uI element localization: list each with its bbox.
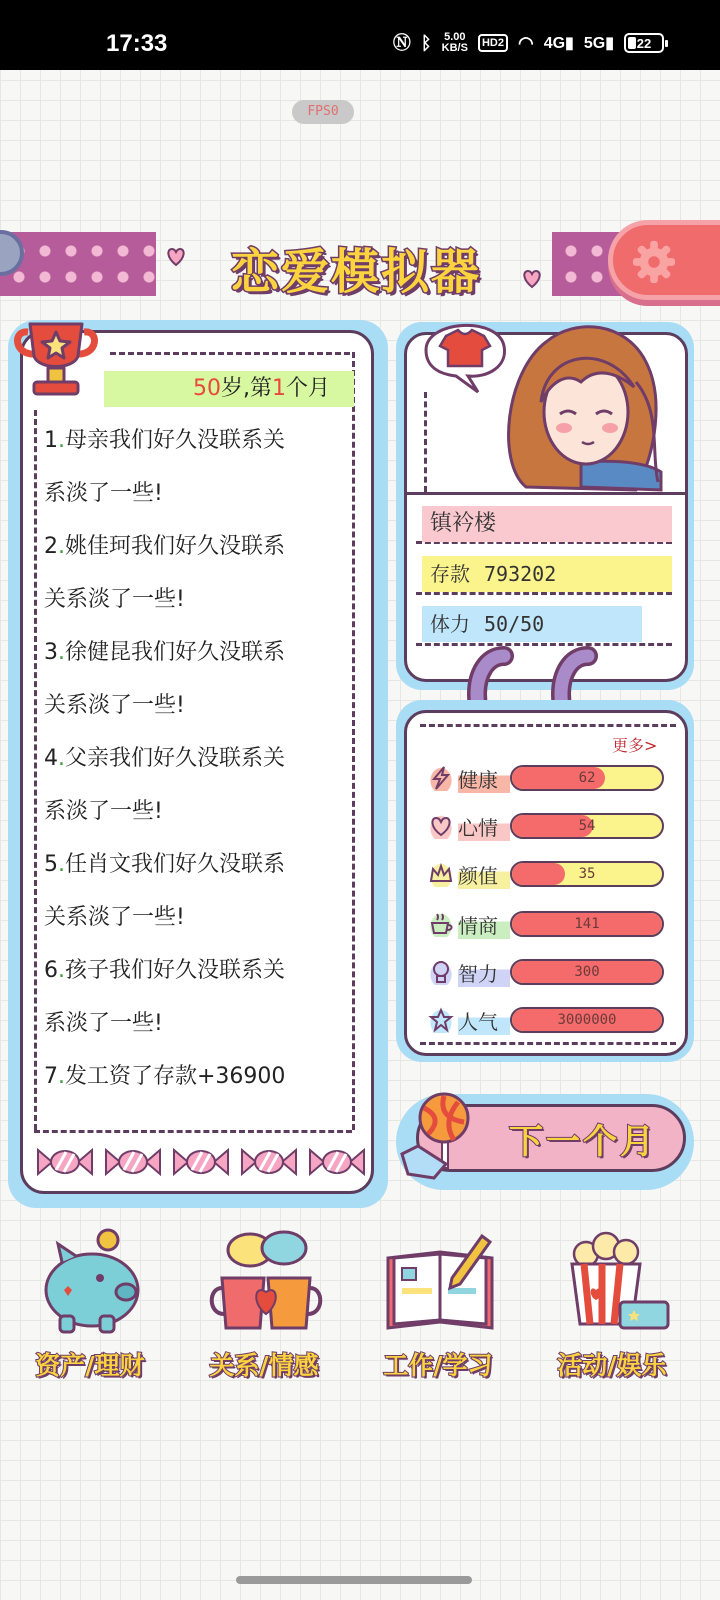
bluetooth-icon: ᛒ [420, 33, 432, 53]
stat-bar [510, 765, 664, 791]
stat-label: 智力 [458, 958, 510, 987]
stat-row [428, 956, 668, 988]
log-line: 1.母亲我们好久没联系关 [44, 428, 286, 453]
stat-row [428, 908, 668, 940]
piggy-bank-icon [34, 1228, 150, 1340]
stat-value: 54 [578, 818, 596, 834]
savings-field: 存款 793202 [422, 556, 672, 592]
crown-icon [428, 861, 454, 887]
log-line: 5.任肖文我们好久没联系 [44, 852, 286, 877]
stamina-field: 体力 50/50 [422, 606, 642, 642]
wifi-icon: ◠ [517, 33, 534, 53]
stat-value: 35 [578, 866, 596, 882]
more-stats-link[interactable]: 更多> [612, 736, 658, 755]
ribbon-left [0, 232, 156, 296]
candy-icon [308, 1146, 366, 1178]
log-line: 7.发工资了存款+36900 [44, 1064, 286, 1089]
event-log-list [44, 414, 340, 1103]
stat-label: 情商 [458, 910, 510, 939]
nav-activity-entertainment[interactable]: 活动/娱乐 [532, 1228, 692, 1388]
hd-badge: HD2 [478, 34, 508, 52]
stat-label: 心情 [458, 812, 510, 841]
log-line: 2.姚佳珂我们好久没联系 [44, 534, 286, 559]
gear-icon [631, 239, 677, 285]
stat-bar [510, 959, 664, 985]
log-line: 关系淡了一些! [44, 905, 185, 930]
couple-mugs-icon [208, 1228, 324, 1340]
log-line: 系淡了一些! [44, 1011, 163, 1036]
status-time: 17:33 [106, 30, 168, 57]
log-dash-bottom [34, 1130, 352, 1133]
lightning-icon [428, 765, 454, 791]
star-icon [428, 1007, 454, 1033]
settings-button[interactable] [608, 220, 720, 300]
log-line: 6.孩子我们好久没联系关 [44, 958, 286, 983]
net-speed: 5.00 KB/S [441, 31, 468, 54]
stat-value: 141 [574, 916, 600, 932]
stat-value: 62 [578, 770, 596, 786]
home-indicator[interactable] [236, 1576, 472, 1584]
log-dash-right [352, 352, 355, 1130]
log-dash-left [34, 410, 37, 1130]
stat-value: 300 [574, 964, 600, 980]
profile-dash [424, 392, 427, 492]
signal-4g: 4G▮ [543, 35, 574, 52]
stat-label: 健康 [458, 764, 510, 793]
next-month-button[interactable]: 下一个月 [416, 1104, 686, 1172]
profile-divider [404, 492, 688, 495]
status-bar [0, 0, 720, 70]
profile-dash-2 [416, 592, 672, 595]
coffee-cup-icon [428, 911, 454, 937]
nav-assets-finance[interactable]: 资产/理财 [10, 1228, 170, 1388]
stat-value: 3000000 [557, 1012, 617, 1028]
stat-label: 颜值 [458, 860, 510, 889]
stat-row [428, 858, 668, 890]
candy-icon [240, 1146, 298, 1178]
stat-bar [510, 1007, 664, 1033]
shirt-icon [440, 330, 490, 366]
stat-row [428, 1004, 668, 1036]
nav-work-study[interactable]: 工作/学习 [358, 1228, 518, 1388]
character-name: 镇衿楼 [422, 506, 672, 542]
game-title: 恋爱模拟器 [230, 243, 481, 300]
candy-icon [104, 1146, 162, 1178]
nav-relationship-emotion[interactable]: 关系/情感 [184, 1228, 344, 1388]
stats-dash-top [420, 724, 676, 727]
lightbulb-icon [428, 959, 454, 985]
stats-dash-bottom [420, 1042, 676, 1045]
candy-icon [36, 1146, 94, 1178]
notebook-pen-icon [382, 1228, 498, 1340]
heart-outline-icon [428, 813, 454, 839]
candy-decoration [36, 1146, 366, 1178]
candy-icon [172, 1146, 230, 1178]
age-month-label: 50岁,第1个月 [104, 371, 354, 407]
stat-row [428, 810, 668, 842]
outfit-button[interactable] [418, 310, 516, 394]
candy-lollipop-icon [398, 1088, 478, 1188]
stat-bar [510, 813, 664, 839]
stat-bar [510, 911, 664, 937]
battery-icon: 22 [624, 33, 664, 53]
fps-counter: FPS0 [292, 100, 354, 124]
stat-bar [510, 861, 664, 887]
trophy-icon [6, 308, 106, 408]
log-line: 关系淡了一些! [44, 587, 185, 612]
signal-5g: 5G▮ [583, 35, 614, 52]
stat-label: 人气 [458, 1006, 510, 1035]
log-line: 系淡了一些! [44, 799, 163, 824]
popcorn-tickets-icon [556, 1228, 672, 1340]
log-line: 4.父亲我们好久没联系关 [44, 746, 286, 771]
log-line: 系淡了一些! [44, 481, 163, 506]
nfc-icon: Ⓝ [392, 33, 411, 53]
log-dash-top [110, 352, 350, 355]
log-line: 关系淡了一些! [44, 693, 185, 718]
log-line: 3.徐健昆我们好久没联系 [44, 640, 286, 665]
stat-row [428, 762, 668, 794]
